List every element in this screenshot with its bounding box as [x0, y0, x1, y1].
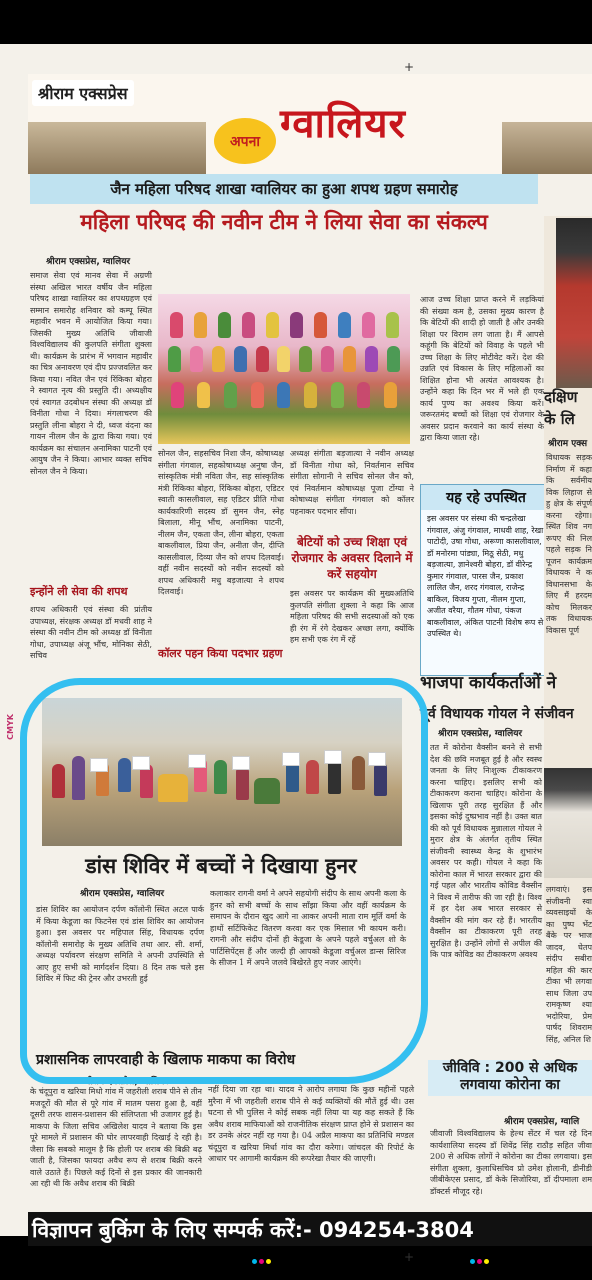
byline: श्रीराम एक्सप्रेस, ग्वालियर — [84, 1077, 169, 1087]
brand-logo: श्रीराम एक्सप्रेस — [32, 80, 134, 106]
bjp-headline: भाजपा कार्यकर्ताओं ने — [420, 673, 557, 693]
city-title: ग्वालियर — [280, 101, 406, 147]
byline: श्रीराम एक्सप्रेस, ग्वालि — [504, 1117, 580, 1127]
article-column: सोनल जैन, सहसचिव निशा जैन, कोषाध्यक्ष संगीता गंगवाल, सहकोषाध्यक्ष अनुषा जैन, सांस्कृतिक मंत्री नविता जैन, सह सांस्कृतिक मंत्री रिंकिका बोहरा, रिंकिका बोहरा, एडिटर स्वाती कासलीवाल, सह एडिटर प्रीति गोधा कार्यकारिणी सदस्य डॉ सुमन जैन, स्नेह बिलाला, मीनू भौंच, अनामिका पाटनी, नीलम जैन, एकता जैन, लीना बोहरा, एकता बाकलीवाल, प्रिया जैन, अनीता जैन, दीप्ति कासलीवाल, दिव्या जैन को शपथ दिलवाई। वहीं नवीन सदस्यों को नवीन सदस्यों को शपथ अधिकारी मधु बड़जात्या ने शपथ दिलवाई। — [158, 449, 284, 596]
article-column: कलाकार रागनी वर्मा ने अपने सहयोगी संदीप के साथ अपनी कला के हुनर को सभी बच्चों के साथ साँझा किया और वहीं कार्यक्रम के समापन के दौरान खुद आगे ना आकर अपनी माता राम मूर्ति वर्मा के हाथों सर्टिफिकेट वितरण करवा कर एक मिसाल भी कायम करी। रागनी और संदीप दोनों ही केडूजा के अपने पहले वर्चुअल शो के पार्टिसिपेंट्स हैं और जल्दी ही आपको केडूजा वर्चुअल डान्स सिरिज के सीजन 1 में अपने जलवे बिखेरते हुए नजर आएंगे। — [210, 889, 406, 967]
article-column: डांस शिविर का आयोजन दर्पण कॉलोनी स्थित अटल पार्क में किया केडूजा का फिटनेस एवं डांस शिविर का आयोजन हुआ। इस अवसर पर महिपाल सिंह, विधायक दर्पण कॉलोनी समारोह के मुख्य अतिथि तथा आर. सी. शर्मा, अध्यक्ष पर्यावरण संरक्षण समिति ने अपनी उपस्थिति से आए हुए सभी को मार्गदर्शन दिया। 8 दिन तक चले इस शिविर में फिट की ट्रेनर और उभरती हुई — [36, 905, 204, 983]
jiwaji-headline: जीविवि : 200 से अधिक लगवाया कोरोना का — [428, 1060, 592, 1096]
fort-photo — [28, 122, 206, 174]
bjp-subheadline: पूर्व विधायक गोयल ने संजीवन — [420, 706, 574, 722]
article-column: शपथ अधिकारी एवं संस्था की प्रांतीय उपाध्यक्ष, संरक्षक अध्यक्ष डॉ मधवी शाह ने संस्था की नवीन टीम को अध्यक्ष डॉ विनीता गोधा, उपाध्यक्ष अंजू भौंच, मोनिका सेठी, सचिव — [30, 605, 152, 660]
article-column: अध्यक्ष संगीता बड़जात्या ने नवीन अध्यक्ष डॉ विनीता गोधा को, निवर्तमान सचिव संगीता सोगानी ने सचिव सोनल जैन को, एवं निवर्तमान कोषाध्यक्ष पूजा टोंग्या ने कोषाध्यक्ष संगीता गंगवाल को कॉलर पहनाकर पदभार सौंपा। — [290, 449, 414, 516]
story-band: जैन महिला परिषद शाखा ग्वालियर का हुआ शपथ ग्रहण समारोह — [30, 174, 538, 204]
person-photo — [556, 218, 592, 388]
newspaper-page — [0, 44, 592, 1264]
byline: श्रीराम एक्सप्रेस, ग्वालियर — [438, 729, 523, 739]
attendees-box — [420, 484, 552, 676]
byline: श्रीराम एक्सप्रेस, ग्वालियर — [46, 257, 131, 267]
story-headline: महिला परिषद की नवीन टीम ने लिया सेवा का संकल्प — [80, 210, 488, 234]
article-column: लगवाएं। इस संजीवनी स्वा व्यवसाइयों के का पुष्प भेंट बैंके पर भाज जादव, घेतप संदीप सबीरा महिल की कार टीका भी लगवा साथ जिला उप रामकृष्ण श्या भदोरिया, प्रेम पार्षद शिवराम सिंह, अनिल शि — [546, 885, 592, 1044]
subheading: कॉलर पहन किया पदभार ग्रहण — [158, 647, 283, 660]
article-column: नहीं दिया जा रहा था। यादव ने आरोप लगाया कि कुछ महीनों पहले मुरैना में भी जहरीली शराब पीने से कई व्यक्तियों की मौतें हुई थी। उस घटना से भी पुलिस ने कोई सबक नहीं लिया या यह कह सकते हैं कि अवैध शराब माफियाओं को राजनीतिक संरक्षण प्राप्त होने से प्रशासन का डर उनके अंदर नहीं रह गया है। 04 अप्रैल माकपा का प्रतिनिधि मण्डल चंदूपुरा व खरिया मिर्धा गांव का दौरा करेगा। जांचदल की रिपोर्ट के आधार पर आगामी कार्यक्रम की रूपरेखा तैयार की जाएगी। — [208, 1085, 414, 1163]
article-column: जीवाजी विश्वविद्यालय के हेल्थ सेंटर में चल रहे दिन कार्यशालिया सदस्य डॉ शिवेंद्र सिंह राठौड़ सहित जीवा 200 से अधिक लोगों ने कोरोना का टीका लगवाया। इस संगीता शुक्ला, कुलाधिसचिव प्रो उमेश होलानी, डीनीडी जीबीकेएस प्रसाद, डॉ केके सिजोरिया, डॉ दीपमाला शम डॉक्टर्स मौजूद रहे। — [430, 1129, 592, 1196]
ad-text: विज्ञापन बुकिंग के लिए सम्पर्क करें:- 094254-3804 — [32, 1218, 474, 1242]
article-column: इस अवसर पर कार्यक्रम की मुख्यअतिथि कुलपति संगीता शुक्ला ने कहा कि आज महिला परिषद की सभी सदस्याओं को एक ही रंग में रंगे देखकर अच्छा लगा, क्योंकि हम सभी एक रंग में रहें — [290, 589, 414, 644]
color-bar — [252, 1259, 278, 1264]
maakpa-headline: प्रशासनिक लापरवाही के खिलाफ माकपा का विरोध — [36, 1052, 296, 1068]
registration-mark-icon: + — [404, 1250, 415, 1264]
byline: श्रीराम एक्स — [548, 439, 588, 449]
byline: श्रीराम एक्सप्रेस, ग्वालियर — [80, 889, 165, 899]
attendees-text: इस अवसर पर संस्था की चन्द्रलेखा गंगवाल, अंजु गंगवाल, माधवी शाह, रेखा पाटोदी, उषा गोधा, अरूणा कासलीवाल, डॉ मनोरमा पांड्या, मिठू सेठी, मधु बड़जात्या, ज्ञानेश्वरी बोहरा, डॉ वीरेन्द्र कुमार गंगवाल, पारस जैन, प्रकाश लालित जैन, शरद गंगवाल, राजेन्द्र बाकिल, विजय गुप्ता, नीलम गुप्ता, अजीत वरैया, गौतम गोधा, पंकज बाकलीवाल, अंकित पाटनी विशेष रूप से उपस्थित थे। — [427, 514, 544, 638]
apna-badge: अपना — [214, 118, 276, 164]
article-column: के चंदूपुरा व खरिया मिधो गांव में जहरीली शराब पीने से तीन मजदूरों की मौत से पूरे गांव में मातम पसरा हुआ है, वहीं दूसरी तरफ शासन-प्रशासन की संलिप्तता भी उजागर हुई है। माकपा के जिला सचिव अखिलेश यादव ने बताया कि इस पूरे मामले में प्रशासन की घोर लापरवाही दिखाई दे रही है। जैसा कि सबको मालूम है कि होली पर शराब की बिक्री बढ़ जाती है, जिसका फायदा अवैध रूप से शराब बिक्री करने वाले उठाते हैं। पिछले कई दिनों से इस प्रकार की जानकारी आ रही थी कि अवैध शराब की बिक्री — [30, 1087, 202, 1188]
right-headline: दक्षिण के लि — [544, 388, 578, 428]
subheading: बेटियों को उच्च शिक्षा एवं रोजगार के अवसर दिलाने में करें सहयोग — [291, 535, 413, 581]
dance-headline: डांस शिविर में बच्चों ने दिखाया हुनर — [85, 854, 357, 878]
article-column: आज उच्च शिक्षा प्राप्त करने में लड़कियां की संख्या कम है, उसका मुख्य कारण है कि बेटियों की शादी हो जाती है और उनकी शिक्षा पर विराम लग जाता है। मैं आपसे कहूंगी कि बेटियों को विवाह के पहले भी उच्च शिक्षा के लिए मोटीवेट करें। देश की उन्नति एवं विकास के लिए महिलाओं का शिक्षित होना भी अत्यंत आवश्यक है। उन्होंने कहा कि दिन भर में भले ही एक कार्य पुण्य का अवश्य किया करें। जरूरतमंद बच्चों को शिक्षा एवं रोजगार के अवसर प्रदान करवाने का कार्य संस्था के द्वारा किया जाता रहे। — [420, 295, 544, 442]
mla-photo — [544, 768, 592, 878]
subheading: इन्होंने ली सेवा की शपथ — [30, 585, 128, 598]
group-photo — [158, 294, 410, 444]
fort-photo — [502, 122, 592, 174]
cmyk-mark: CMYK — [6, 714, 15, 740]
article-column: तत में कोरोना वैक्सीन बनने से सभी देश की छवि मजबूत हुई है और स्वस्थ जनता के लिए निःशुल्क टीकाकरण करना चाहिए। इसलिए सभी को टीकाकरण कराना चाहिए। कोरोना के खिलाफ पूरी तरह सुरक्षित हैं और इसका कोई दुष्प्रभाव नहीं है। उक्त बात की को पूर्व विधायक मुन्नालाल गोयल ने मुरार क्षेत्र के अंतर्गत तृतीय स्थित संजीवनी स्वास्थ्य केन्द्र के शुभारंभ अवसर पर कही। गोयल ने कहा कि कोरोना काल में भारत सरकार द्वारा की गई पहल और भारतीय कोविड वैक्सीन ने विश्व में तारीफ की जा रही है। विश्व में हर देश अब भारत सरकार से वैक्सीन की मांग कर रहे हैं। भारतीय वैक्सीन का टीकाकरण पूरी तरह सुरक्षित है। उन्होंने लोगों से अपील की कि पात्र कोविड का टीकाकरण अवश्य — [430, 743, 542, 959]
color-bar — [470, 1259, 496, 1264]
highlight-marker — [20, 678, 428, 1084]
masthead — [28, 74, 592, 174]
article-column: समाज सेवा एवं मानव सेवा में अग्रणी संस्था अखिल भारत वर्षीय जैन महिला परिषद शाखा ग्वालियर का शपथग्रहण एवं सम्मान समारोह शनिवार को कम्पू स्थित महावीर भवन में आयोजित किया गया। जिसकी मुख्य अतिथि जीवाजी विश्वविद्यालय की कुलपति संगीता शुक्ला थी। कार्यक्रम के प्रारंभ में भगवान महावीर का चित्र अनावरण एवं दीप प्रज्जवलित कर किया गया। नवित जैन एवं रिंकिका बोहरा ने स्वागत नृत्य की प्रस्तुति दी। अध्यक्षीय एवं स्वागत उदबोधन संस्था की अध्यक्ष डॉ विनीता गोधा ने दिया। मंगलाचरण की प्रस्तुति लीना बोहरा ने दी, ध्वज वंदना का गायन नीलम जैन के द्वारा किया गया। एवं कार्यक्रम का संचालन अनामिका पाटनी एवं आयुष जैन ने किया। आभार व्यक्त सचिव सोनल जैन ने किया। — [30, 271, 152, 476]
registration-mark-icon: + — [404, 60, 415, 74]
attendees-heading: यह रहे उपस्थित — [421, 485, 551, 510]
article-column: विधायक सड़क निर्माण में कहा कि सर्वमीय विक लिहाज से हु क्षेत्र के संपूर्ण करना रहेगा। स्थित शिव नग रूपए की निल पहले सड़क नि पूजन कार्यक्रम विधायक ने क विधानसभा के लिए मैं हरदम कोच मिलकर तक विधायक विकास पूर्ण — [546, 453, 592, 635]
